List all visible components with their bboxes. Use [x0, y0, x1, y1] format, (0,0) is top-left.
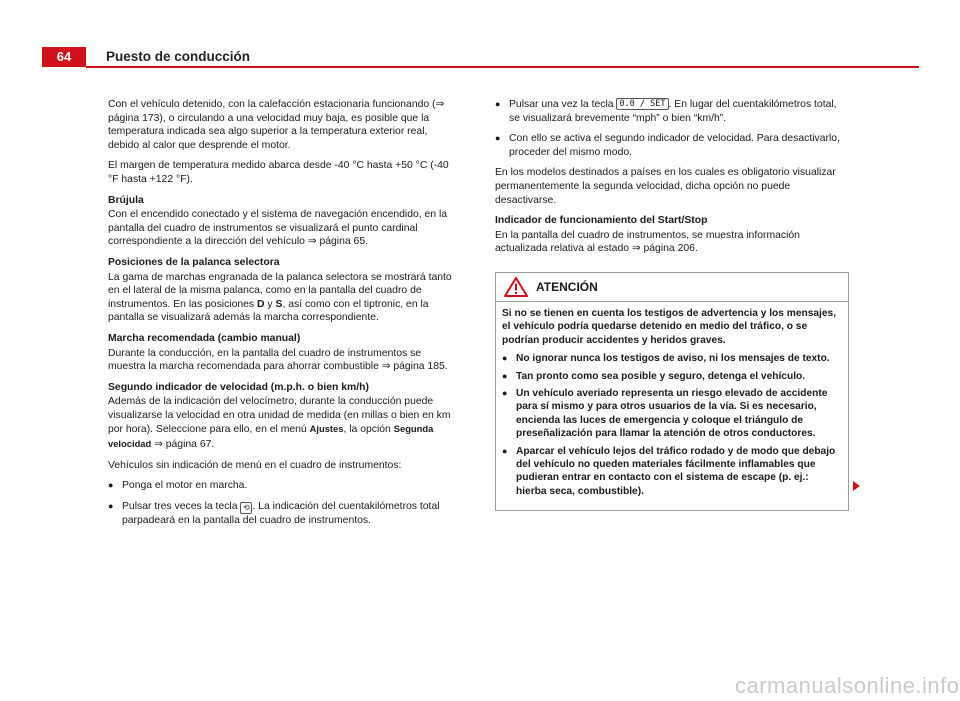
bullet-dot-icon: ● [502, 388, 508, 399]
set-key-label: 0.0 / SET [616, 98, 668, 110]
warning-title: ATENCIÓN [536, 280, 598, 294]
warning-item-text: Aparcar el vehículo lejos del tráfico rodado y de modo que debajo del vehículo no queden materiales fácilmente inflamables que pudieran entrar en contacto con el sistema de escape (p. ej.: hierba seca, combustible). [516, 445, 836, 497]
bullet-dot-icon: ● [108, 480, 114, 491]
text-span: . La indicación del cuentakilómetros total parpadeará en la pantalla del cuadro de instrumentos. [122, 500, 440, 526]
list-item-text [122, 500, 460, 528]
page-header [0, 0, 960, 70]
paragraph-paises: En los modelos destinados a países en los cuales es obligatorio visualizar permanentemente la segunda velocidad, dicha opción no puede desactivarse. [495, 167, 836, 206]
menu-ajustes: Ajustes [309, 423, 344, 435]
menu-segunda-velocidad: Segunda velocidad [108, 423, 434, 450]
trip-button-icon: ⟲ [240, 502, 252, 514]
gear-s-label: S [275, 298, 283, 310]
list-item [108, 500, 460, 528]
list-item-text: Con ello se activa el segundo indicador de velocidad. Para desactivarlo, proceder del mismo modo. [509, 133, 840, 158]
text-span: , así como con el tiptronic, en la pantalla se visualizará además la marcha correspondiente. [108, 298, 429, 324]
continue-arrow-icon [853, 481, 860, 491]
paragraph-sin-menu: Vehículos sin indicación de menú en el cuadro de instrumentos: [108, 459, 402, 471]
text-span: Además de la indicación del velocímetro, durante la conducción puede visualizarse la velocidad en otra unidad de medida (en millas o bien en km por hora). Seleccione para ello, en el menú [108, 396, 451, 436]
warning-item-text: No ignorar nunca los testigos de aviso, ni los mensajes de texto. [516, 353, 830, 365]
text-span: y [264, 298, 276, 310]
paragraph-temp-1: Con el vehículo detenido, con la calefacción estacionaria funcionando (⇒ página 173), o circulando a una velocidad muy baja, es posible que la temperatura indicada sea algo superior a la temperatura exterior real, debido al calor que desprende el motor. [108, 99, 445, 151]
text-span: ⇒ página 67. [151, 439, 215, 451]
gear-d-label: D [257, 298, 265, 310]
warning-triangle-icon [504, 277, 528, 297]
text-span: . En lugar del cuentakilómetros total, se visualizará brevemente “mph” o bien “km/h”. [509, 99, 837, 124]
heading-brujula: Brújula [108, 194, 144, 206]
heading-start-stop: Indicador de funcionamiento del Start/Stop [495, 215, 708, 227]
text-span: Pulsar tres veces la tecla [122, 500, 241, 512]
paragraph-segundo [108, 395, 460, 451]
heading-segundo: Segundo indicador de velocidad (m.p.h. o bien km/h) [108, 381, 369, 393]
warning-item-text: Tan pronto como sea posible y seguro, detenga el vehículo. [516, 370, 806, 382]
warning-item [502, 370, 842, 383]
paragraph-start-stop: En la pantalla del cuadro de instrumentos, se muestra información actualizada relativa al estado ⇒ página 206. [495, 229, 800, 255]
section-title: Puesto de conducción [106, 49, 251, 64]
warning-header [496, 273, 848, 302]
text-span: , la opción [343, 424, 394, 436]
warning-box [495, 272, 849, 511]
warning-intro: Si no se tienen en cuenta los testigos de advertencia y los mensajes, el vehículo podría quedarse detenido en medio del tráfico, o se podrían producir accidentes y heridos graves. [502, 308, 837, 346]
list-item [495, 132, 847, 159]
heading-marcha: Marcha recomendada (cambio manual) [108, 332, 301, 344]
paragraph-palanca [108, 271, 460, 325]
bullet-dot-icon: ● [502, 370, 508, 381]
warning-item-text: Un vehículo averiado representa un riesgo elevado de accidente para sí mismo y para otros usuarios de la vía. Si es necesario, encienda las luces de emergencia y coloque el triángulo de preseñalización para llamar la atención de otros conductores. [516, 388, 828, 440]
bullet-dot-icon: ● [108, 500, 114, 511]
left-column [108, 98, 460, 534]
paragraph-brujula: Con el encendido conectado y el sistema de navegación encendido, en la pantalla del cuadro de instrumentos se visualizará el punto cardinal correspondiente a la dirección del vehículo ⇒ página 65. [108, 209, 448, 248]
warning-item [502, 445, 842, 499]
bullet-dot-icon: ● [495, 99, 501, 109]
warning-body [496, 302, 848, 510]
list-item [495, 98, 847, 125]
watermark: carmanualsonline.info [735, 673, 960, 698]
heading-palanca: Posiciones de la palanca selectora [108, 256, 280, 268]
text-span: Pulsar una vez la tecla [509, 99, 617, 110]
list-item-text [509, 98, 847, 125]
page-number: 64 [42, 47, 86, 67]
paragraph-temp-2: El margen de temperatura medido abarca desde -40 °C hasta +50 °C (-40 °F hasta +122 °F). [108, 160, 449, 185]
warning-item [502, 352, 842, 365]
list-item [108, 479, 460, 493]
warning-item [502, 387, 842, 441]
text-span: La gama de marchas engranada de la palanca selectora se mostrará tanto en el lateral de la misma palanca, como en la pantalla del cuadro de instrumentos. En las posiciones [108, 271, 452, 310]
right-column [495, 98, 847, 263]
paragraph-marcha: Durante la conducción, en la pantalla del cuadro de instrumentos se muestra la marcha recomendada para ahorrar combustible ⇒ página 185. [108, 347, 448, 373]
list-item-text: Ponga el motor en marcha. [122, 480, 248, 492]
bullet-dot-icon: ● [502, 353, 508, 364]
bullet-dot-icon: ● [495, 133, 501, 144]
header-rule [86, 66, 919, 68]
bullet-dot-icon: ● [502, 445, 508, 456]
